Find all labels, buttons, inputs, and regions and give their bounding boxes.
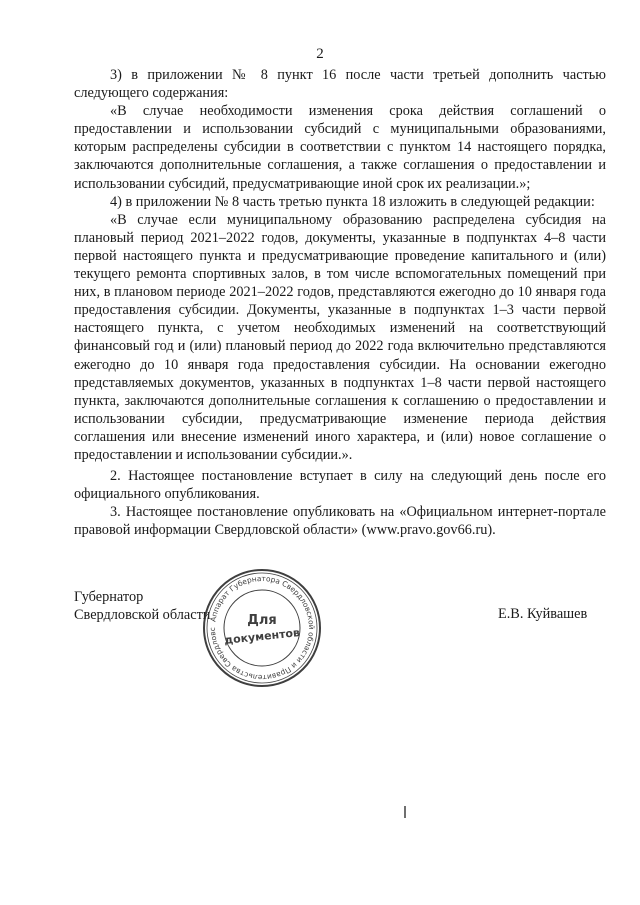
signatory-title-line1: Губернатор <box>74 589 144 605</box>
signatory-name: Е.В. Куйвашев <box>498 606 588 622</box>
paragraph-publication: 3. Настоящее постановление опубликовать на «Официальном интернет-портале правовой информации Свердловской области» (www.pravo.gov66.ru). <box>74 504 606 539</box>
signatory-title <box>74 588 210 624</box>
paragraph-quote-4: «В случае если муниципальному образованию распределена субсидия на плановый период 2021–2022 годов, документы, указанные в подпунктах 4–8 части первой настоящего пункта и предусматривающие проведение капитального и (или) текущего ремонта спортивных залов, в том числе вспомогательных помещений при них, в плановом периоде 2021–2022 годов, представляются ежегодно до 10 января года предоставления субсидии. Документы, указанные в подпунктах 1–3 части первой настоящего пункта, с учетом необходимых изменений на соответствующий финансовый год и (или) плановый период до 2022 года включительно представляются ежегодно до 10 января года предоставления субсидии. На основании ежегодно представляемых документов, указанных в подпунктах 1–8 части первой настоящего пункта, заключаются дополнительные соглашения к соглашению о предоставлении и использовании субсидии, предусматривающие изменение периода действия соглашения или внесение изменений иного характера, и (или) новое соглашение о предоставлении и использовании субсидии.». <box>74 211 606 463</box>
scan-mark <box>404 806 406 818</box>
paragraph-amendment-3: 3) в приложении № 8 пункт 16 после части третьей дополнить частью следующего содержания: <box>74 67 606 102</box>
stamp-ring-text: Аппарат Губернатора Свердловской области и Правительства Свердловс <box>207 573 317 683</box>
signatory-title-line2: Свердловской области <box>74 607 211 624</box>
stamp-text-line2: документов <box>223 626 301 647</box>
paragraph-effective-date: 2. Настоящее постановление вступает в силу на следующий день после его официального опубликования. <box>74 468 606 503</box>
stamp-text-line1: Для <box>247 613 277 628</box>
document-body <box>74 66 606 539</box>
page-number: 2 <box>316 46 324 62</box>
paragraph-quote-3: «В случае необходимости изменения срока действия соглашений о предоставлении и использовании субсидий с муниципальными образованиями, которым распределены субсидии в соответствии с пунктом 14 настоящего порядка, заключаются дополнительные соглашения, а также соглашения о предоставлении и использовании субсидий, предусматривающие иной срок их реализации.»; <box>74 103 606 192</box>
official-stamp <box>200 566 324 690</box>
paragraph-amendment-4: 4) в приложении № 8 часть третью пункта 18 изложить в следующей редакции: <box>110 193 595 210</box>
